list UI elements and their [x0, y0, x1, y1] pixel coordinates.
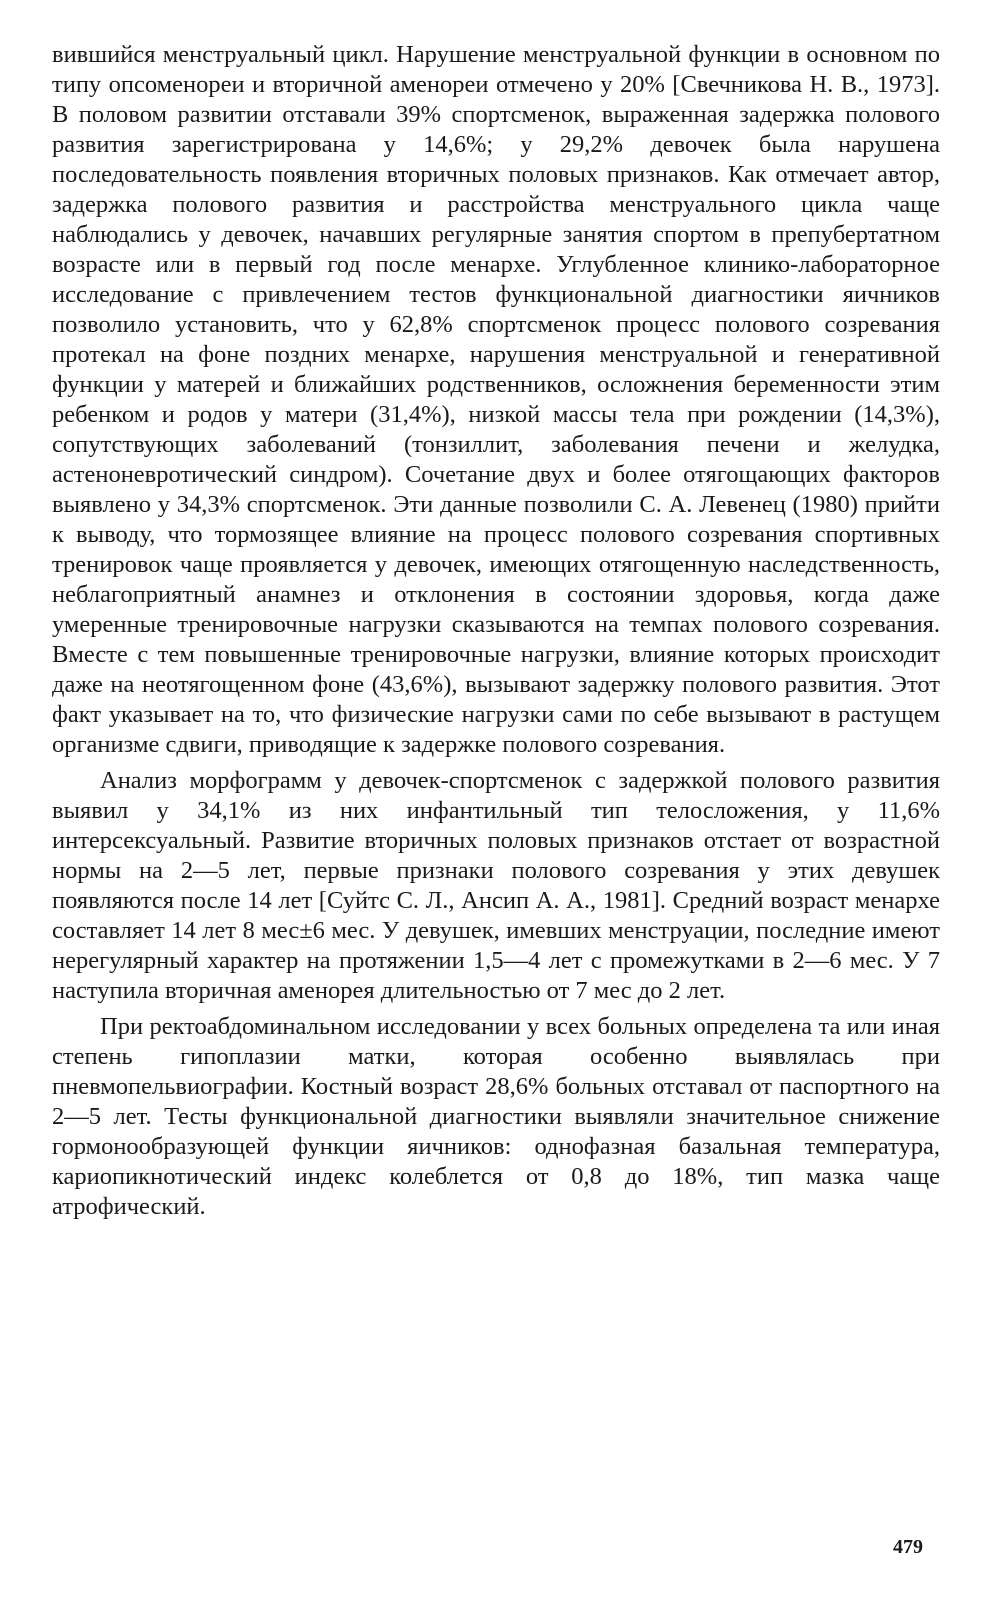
page-body: [52, 40, 940, 1228]
page-number: 479: [893, 1536, 923, 1558]
paragraph-continued: вившийся менструальный цикл. Нарушение менструальной функции в основном по типу опсоменореи и вторичной аменореи отмечено у 20% [Свечникова Н. В., 1973]. В половом развитии отставали 39% спортсменок, выраженная задержка полового развития зарегистрирована у 14,6%; у 29,2% девочек была нарушена последовательность появления вторичных половых признаков. Как отмечает автор, задержка полового развития и расстройства менструального цикла чаще наблюдались у девочек, начавших регулярные занятия спортом в препубертатном возрасте или в первый год после менархе. Углубленное клинико-лабораторное исследование с привлечением тестов функциональной диагностики яичников позволило установить, что у 62,8% спортсменок процесс полового созревания протекал на фоне поздних менархе, нарушения менструальной и генеративной функции у матерей и ближайших родственников, осложнения беременности этим ребенком и родов у матери (31,4%), низкой массы тела при рождении (14,3%), сопутствующих заболеваний (тонзиллит, заболевания печени и желудка, астеноневротический синдром). Сочетание двух и более отягощающих факторов выявлено у 34,3% спортсменок. Эти данные позволили С. А. Левенец (1980) прийти к выводу, что тормозящее влияние на процесс полового созревания спортивных тренировок чаще проявляется у девочек, имеющих отягощенную наследственность, неблагоприятный анамнез и отклонения в состоянии здоровья, когда даже умеренные тренировочные нагрузки сказываются на темпах полового созревания. Вместе с тем повышенные тренировочные нагрузки, влияние которых происходит даже на неотягощенном фоне (43,6%), вызывают задержку полового развития. Этот факт указывает на то, что физические нагрузки сами по себе вызывают в растущем организме сдвиги, приводящие к задержке полового созревания.: [52, 41, 940, 758]
paragraph-rectoabdominal: При ректоабдоминальном исследовании у всех больных определена та или иная степень гипоплазии матки, которая особенно выявлялась при пневмопельвиографии. Костный возраст 28,6% больных отставал от паспортного на 2—5 лет. Тесты функциональной диагностики выявляли значительное снижение гормонообразующей функции яичников: однофазная базальная температура, кариопикнотический индекс колеблется от 0,8 до 18%, тип мазка чаще атрофический.: [52, 1013, 940, 1220]
paragraph-morphograms: Анализ морфограмм у девочек-спортсменок с задержкой полового развития выявил у 34,1% из них инфантильный тип телосложения, у 11,6% интерсексуальный. Развитие вторичных половых признаков отстает от возрастной нормы на 2—5 лет, первые признаки полового созревания у этих девушек появляются после 14 лет [Суйтс С. Л., Ансип А. А., 1981]. Средний возраст менархе составляет 14 лет 8 мес±6 мес. У девушек, имевших менструации, последние имеют нерегулярный характер на протяжении 1,5—4 лет с промежутками в 2—6 мес. У 7 наступила вторичная аменорея длительностью от 7 мес до 2 лет.: [52, 767, 940, 1004]
